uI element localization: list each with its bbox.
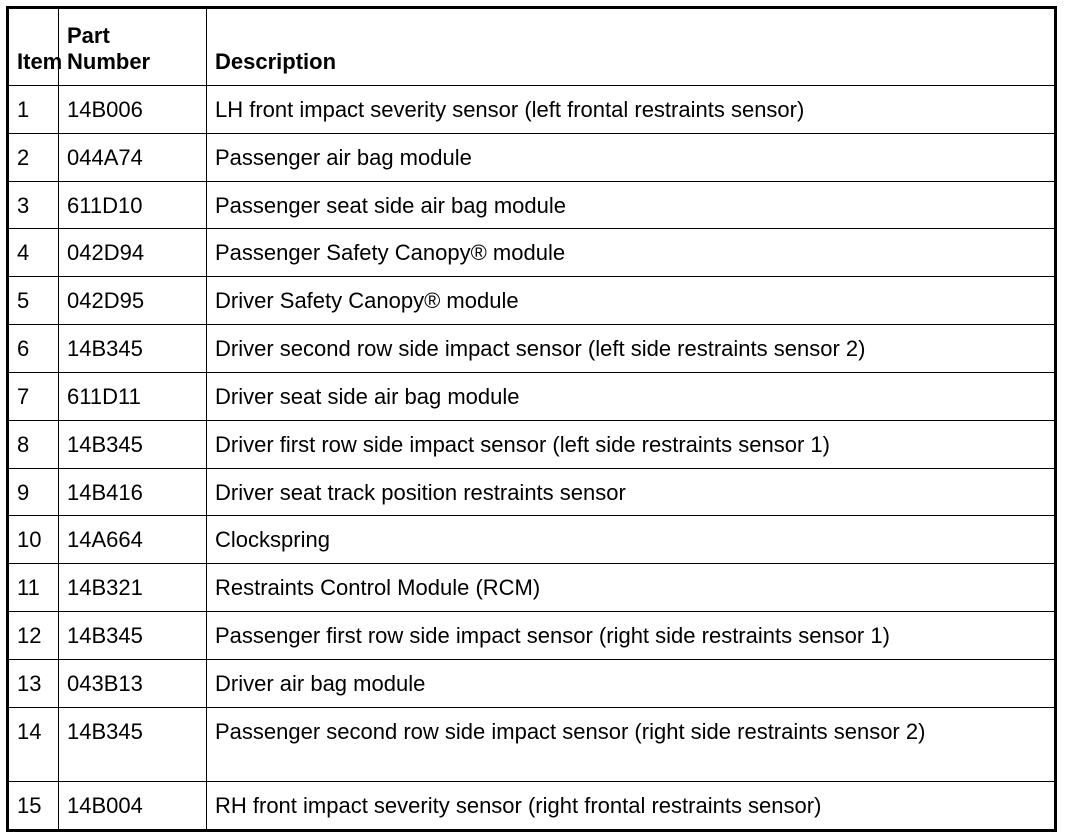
cell-item: 8 [8, 420, 59, 468]
cell-part-number: 14B416 [59, 468, 207, 516]
table-row [8, 564, 1056, 612]
table-row [8, 612, 1056, 660]
cell-part-number: 042D95 [59, 277, 207, 325]
cell-description: Driver seat side air bag module [207, 372, 1056, 420]
cell-description: RH front impact severity sensor (right frontal restraints sensor) [207, 782, 1056, 831]
cell-part-number: 14B004 [59, 782, 207, 831]
table-row [8, 181, 1056, 229]
cell-item: 15 [8, 782, 59, 831]
table-row [8, 659, 1056, 707]
cell-item: 10 [8, 516, 59, 564]
cell-part-number: 043B13 [59, 659, 207, 707]
cell-item: 12 [8, 612, 59, 660]
cell-description: Clockspring [207, 516, 1056, 564]
cell-description: Driver Safety Canopy® module [207, 277, 1056, 325]
cell-description: Driver air bag module [207, 659, 1056, 707]
header-part-number: Part Number [59, 8, 207, 86]
header-row [8, 8, 1056, 86]
cell-item: 11 [8, 564, 59, 612]
parts-table [6, 6, 1057, 832]
cell-item: 7 [8, 372, 59, 420]
cell-description: Passenger second row side impact sensor (right side restraints sensor 2) [207, 707, 1056, 781]
table-row [8, 420, 1056, 468]
cell-part-number: 14B321 [59, 564, 207, 612]
cell-part-number: 044A74 [59, 133, 207, 181]
cell-item: 1 [8, 86, 59, 134]
cell-item: 9 [8, 468, 59, 516]
cell-part-number: 14A664 [59, 516, 207, 564]
table-row [8, 86, 1056, 134]
cell-part-number: 14B345 [59, 325, 207, 373]
table-row [8, 325, 1056, 373]
table-row [8, 782, 1056, 831]
cell-part-number: 14B345 [59, 612, 207, 660]
cell-part-number: 611D10 [59, 181, 207, 229]
cell-description: Driver first row side impact sensor (left side restraints sensor 1) [207, 420, 1056, 468]
cell-part-number: 14B006 [59, 86, 207, 134]
cell-part-number: 14B345 [59, 420, 207, 468]
cell-description: Driver seat track position restraints sensor [207, 468, 1056, 516]
cell-item: 6 [8, 325, 59, 373]
cell-part-number: 14B345 [59, 707, 207, 781]
cell-part-number: 042D94 [59, 229, 207, 277]
cell-item: 5 [8, 277, 59, 325]
cell-item: 14 [8, 707, 59, 781]
cell-description: Passenger first row side impact sensor (right side restraints sensor 1) [207, 612, 1056, 660]
cell-description: Passenger air bag module [207, 133, 1056, 181]
cell-description: Driver second row side impact sensor (left side restraints sensor 2) [207, 325, 1056, 373]
table-row [8, 516, 1056, 564]
cell-item: 4 [8, 229, 59, 277]
table-row [8, 229, 1056, 277]
cell-item: 3 [8, 181, 59, 229]
header-item: Item [8, 8, 59, 86]
cell-item: 13 [8, 659, 59, 707]
table-row [8, 468, 1056, 516]
header-description: Description [207, 8, 1056, 86]
cell-description: LH front impact severity sensor (left frontal restraints sensor) [207, 86, 1056, 134]
cell-part-number: 611D11 [59, 372, 207, 420]
table-row [8, 372, 1056, 420]
table-row [8, 277, 1056, 325]
table-row [8, 133, 1056, 181]
cell-description: Passenger Safety Canopy® module [207, 229, 1056, 277]
table-row [8, 707, 1056, 781]
cell-item: 2 [8, 133, 59, 181]
cell-description: Restraints Control Module (RCM) [207, 564, 1056, 612]
cell-description: Passenger seat side air bag module [207, 181, 1056, 229]
